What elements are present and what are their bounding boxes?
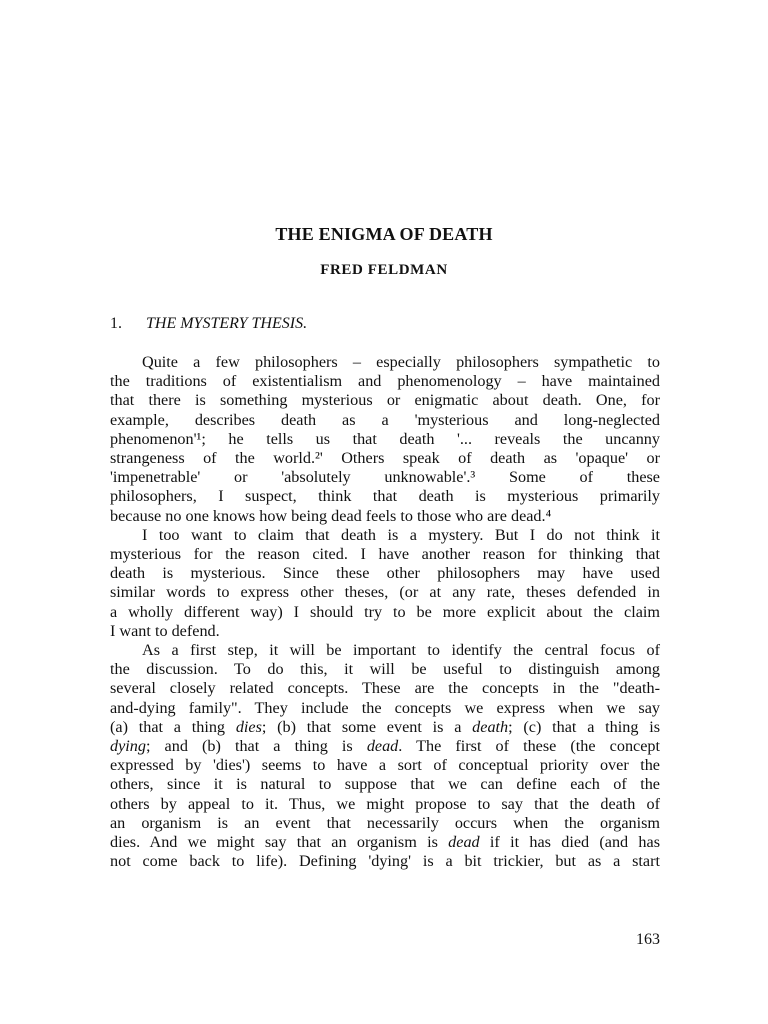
text-line: phenomenon'¹; he tells us that death '... reveals the uncanny	[110, 429, 660, 448]
text-line: because no one knows how being dead feels to those who are dead.⁴	[110, 506, 552, 525]
text-line: death is mysterious. Since these other philosophers may have used	[110, 564, 660, 583]
text-line: strangeness of the world.²' Others speak of death as 'opaque' or	[110, 449, 660, 468]
text-line: others, since it is natural to suppose that we can define each of the	[110, 775, 660, 794]
text-line: that there is something mysterious or enigmatic about death. One, for	[110, 391, 660, 410]
section-title: THE MYSTERY THESIS.	[146, 315, 308, 332]
text-line: dies. And we might say that an organism is dead if it has died (and has	[110, 833, 660, 852]
section-heading	[110, 315, 307, 333]
text-line: the traditions of existentialism and phenomenology – have maintained	[110, 372, 660, 391]
article-title: THE ENIGMA OF DEATH	[275, 224, 493, 244]
text-line: philosophers, I suspect, think that death is mysterious primarily	[110, 487, 660, 506]
text-line: mysterious for the reason cited. I have another reason for thinking that	[110, 545, 660, 564]
text-line: and-dying family". They include the concepts we express when we say	[110, 698, 660, 717]
text-line: several closely related concepts. These are the concepts in the "death-	[110, 679, 660, 698]
text-line: others by appeal to it. Thus, we might propose to say that the death of	[110, 794, 660, 813]
text-line: not come back to life). Defining 'dying' is a bit trickier, but as a start	[110, 852, 660, 871]
text-line: 'impenetrable' or 'absolutely unknowable'.³ Some of these	[110, 468, 660, 487]
text-line: the discussion. To do this, it will be useful to distinguish among	[110, 660, 660, 679]
text-line: expressed by 'dies') seems to have a sort of conceptual priority over the	[110, 756, 660, 775]
text-line: Quite a few philosophers – especially philosophers sympathetic to	[142, 353, 660, 371]
text-line: similar words to express other theses, (or at any rate, theses defended in	[110, 583, 660, 602]
text-line: an organism is an event that necessarily occurs when the organism	[110, 813, 660, 832]
author-name: FRED FELDMAN	[320, 262, 448, 278]
page-number: 163	[636, 931, 660, 948]
text-line: I too want to claim that death is a mystery. But I do not think it	[142, 525, 660, 544]
body-text	[110, 353, 660, 871]
text-line: a wholly different way) I should try to be more explicit about the claim	[110, 602, 660, 621]
text-line: (a) that a thing dies; (b) that some event is a death; (c) that a thing is	[110, 717, 661, 736]
section-number: 1.	[110, 315, 122, 332]
text-line: example, describes death as a 'mysterious and long-neglected	[110, 410, 660, 429]
text-line: dying; and (b) that a thing is dead. The first of these (the concept	[110, 737, 660, 756]
text-line: I want to defend.	[110, 621, 220, 640]
text-line: As a first step, it will be important to identify the central focus of	[142, 641, 660, 660]
